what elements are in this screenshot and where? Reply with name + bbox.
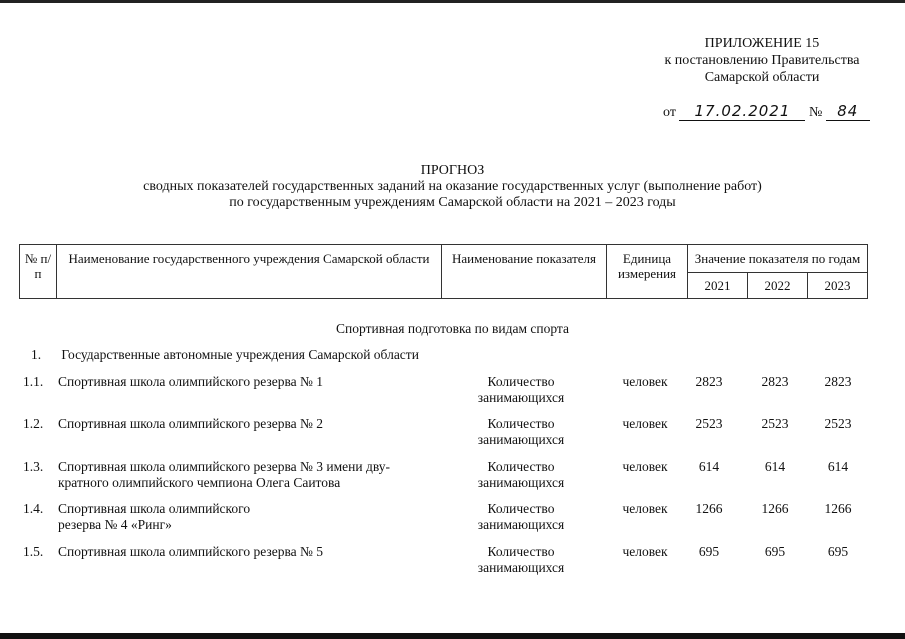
row-value-2021: 1266: [695, 501, 723, 516]
decree-number: 84: [826, 102, 870, 121]
row-value-2021: 614: [698, 459, 720, 474]
header-year-2021: 2021: [688, 273, 748, 299]
row-indicator: Количество занимающихся: [477, 544, 565, 575]
appendix-region: Самарской области: [704, 70, 820, 85]
row-unit: человек: [622, 544, 668, 559]
date-from-label: от: [663, 105, 676, 120]
row-value-2023: 2823: [824, 374, 852, 389]
row-institution: Спортивная школа олимпийского резерва № 4 «Ринг»: [58, 501, 251, 532]
row-value-2022: 614: [764, 459, 786, 474]
row-value-2023: 1266: [824, 501, 852, 516]
row-number: 1.4.: [23, 501, 44, 516]
row-unit: человек: [622, 459, 668, 474]
row-value-2023: 695: [827, 544, 849, 559]
header-year-2023: 2023: [808, 273, 868, 299]
table-header: [19, 244, 868, 299]
row-institution: Спортивная школа олимпийского резерва № 2: [58, 416, 324, 431]
scan-bottom-border: [0, 633, 905, 639]
appendix-header: [647, 35, 877, 86]
row-value-2021: 2823: [695, 374, 723, 389]
decree-date: 17.02.2021: [679, 102, 805, 121]
row-indicator: Количество занимающихся: [477, 459, 565, 490]
header-num: № п/п: [20, 245, 57, 299]
row-number: 1.1.: [23, 374, 44, 389]
row-unit: человек: [622, 416, 668, 431]
row-unit: человек: [622, 374, 668, 389]
row-value-2023: 614: [827, 459, 849, 474]
header-value: Значение показателя по годам: [688, 245, 868, 273]
appendix-subtitle: к постановлению Правительства: [664, 53, 860, 68]
row-value-2022: 695: [764, 544, 786, 559]
row-indicator: Количество занимающихся: [477, 501, 565, 532]
section-heading: Спортивная подготовка по видам спорта: [336, 321, 569, 336]
row-number: 1.3.: [23, 459, 44, 474]
row-number: 1.5.: [23, 544, 44, 559]
number-label: №: [808, 105, 823, 120]
appendix-title: ПРИЛОЖЕНИЕ 15: [704, 36, 820, 51]
row-number: 1.2.: [23, 416, 44, 431]
header-institution: Наименование государственного учреждения Самарской области: [57, 245, 442, 299]
row-institution: Спортивная школа олимпийского резерва № 1: [58, 374, 324, 389]
row-value-2022: 2523: [761, 416, 789, 431]
title-line-2: сводных показателей государственных заданий на оказание государственных услуг (выполнение работ): [143, 179, 762, 194]
header-year-2022: 2022: [748, 273, 808, 299]
row-value-2022: 1266: [761, 501, 789, 516]
document-title: [0, 163, 905, 211]
row-value-2021: 695: [698, 544, 720, 559]
group-heading: [31, 347, 419, 363]
header-unit: Единица измерения: [607, 245, 688, 299]
title-line-3: по государственным учреждениям Самарской области на 2021 – 2023 годы: [229, 195, 676, 210]
row-institution: Спортивная школа олимпийского резерва № 3 имени дву-кратного олимпийского чемпиона Олега Саитова: [58, 459, 391, 490]
row-value-2021: 2523: [695, 416, 723, 431]
row-unit: человек: [622, 501, 668, 516]
title-line-1: ПРОГНОЗ: [420, 163, 485, 178]
row-indicator: Количество занимающихся: [477, 374, 565, 405]
row-institution: Спортивная школа олимпийского резерва № 5: [58, 544, 324, 559]
scan-top-border: [0, 0, 905, 3]
header-indicator: Наименование показателя: [442, 245, 607, 299]
row-indicator: Количество занимающихся: [477, 416, 565, 447]
group-number: 1.: [31, 347, 42, 362]
row-value-2022: 2823: [761, 374, 789, 389]
decree-date-line: [663, 102, 870, 121]
group-name: Государственные автономные учреждения Самарской области: [61, 347, 419, 362]
row-value-2023: 2523: [824, 416, 852, 431]
